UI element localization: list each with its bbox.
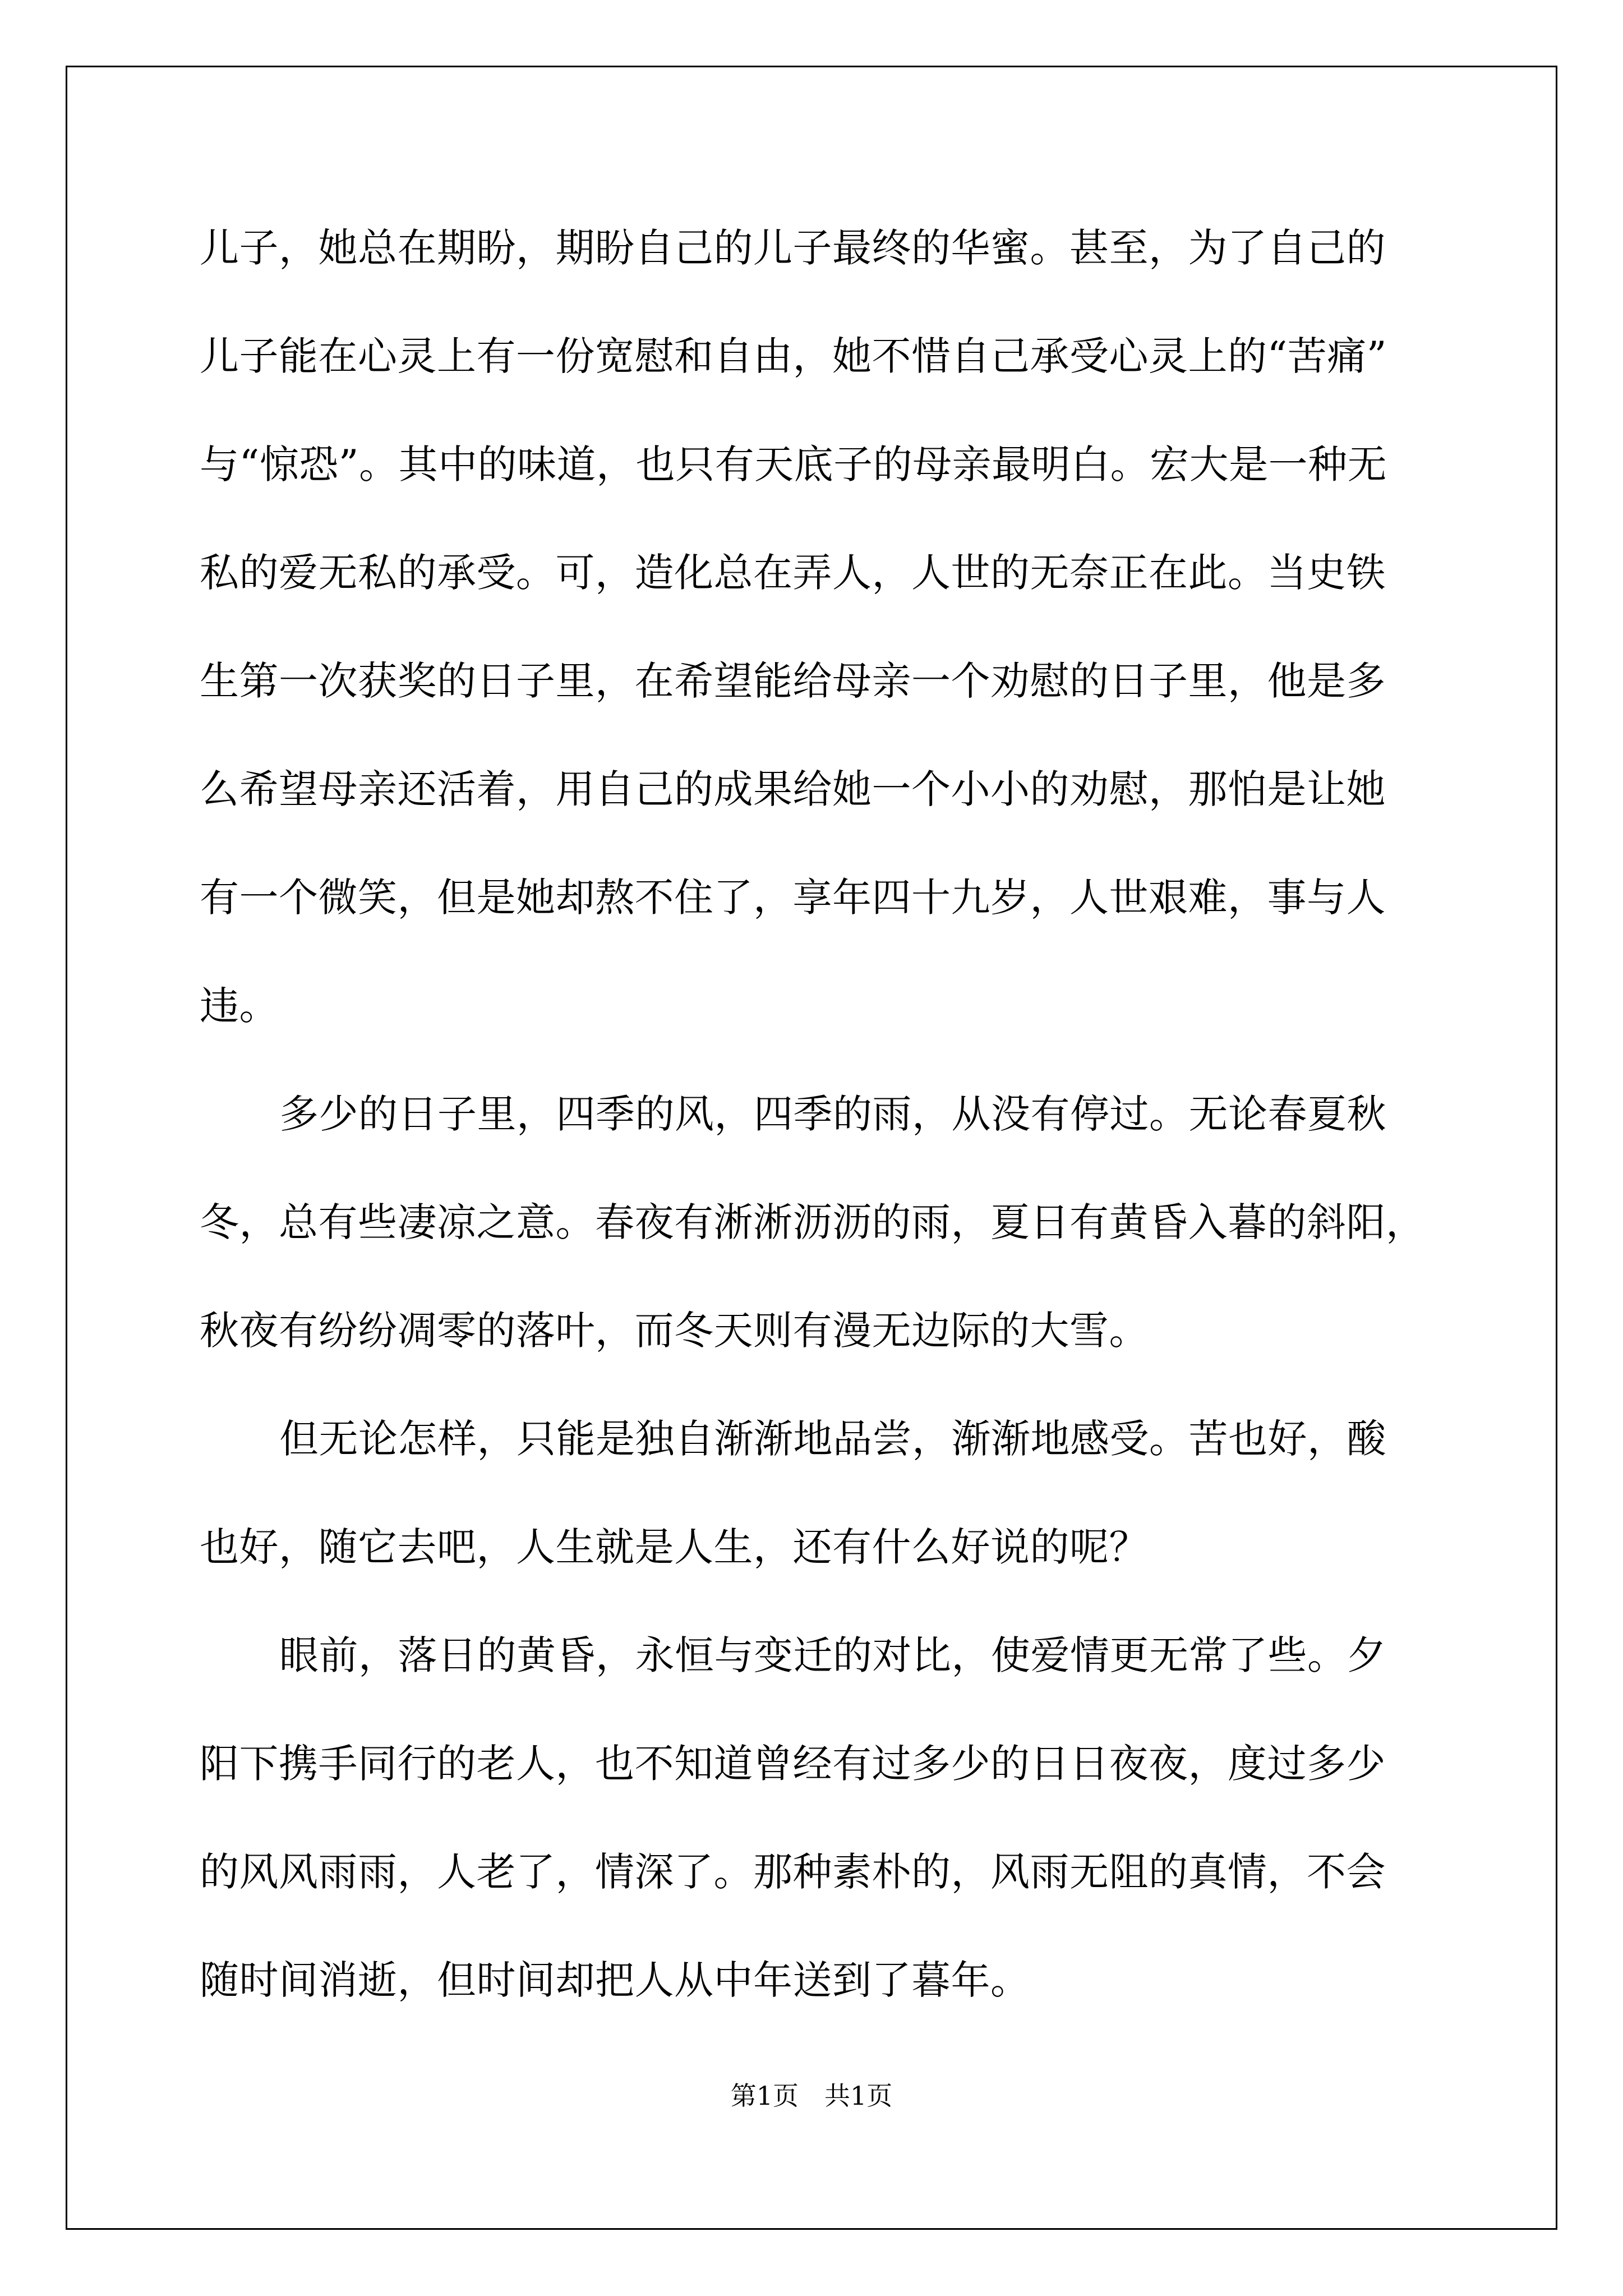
text-line: 生第一次获奖的日子里，在希望能给母亲一个劝慰的日子里，他是多 — [200, 658, 1386, 704]
text-line: 私的爱无私的承受。可，造化总在弄人，人世的无奈正在此。当史铁 — [200, 550, 1386, 596]
text-line: 与“惊恐”。其中的味道，也只有天底子的母亲最明白。宏大是一种无 — [200, 441, 1387, 487]
text-line: 有一个微笑，但是她却熬不住了，享年四十九岁，人世艰难，事与人 — [200, 875, 1386, 921]
body-text — [200, 194, 1461, 2035]
paragraph-start-line: 但无论怎样，只能是独自渐渐地品尝，渐渐地感受。苦也好，酸 — [279, 1416, 1386, 1462]
text-line: 儿子，她总在期盼，期盼自己的儿子最终的华蜜。甚至，为了自己的 — [200, 225, 1386, 271]
text-line: 随时间消逝，但时间却把人从中年送到了暮年。 — [200, 1957, 1030, 2003]
text-line: 冬，总有些凄凉之意。春夜有淅淅沥沥的雨，夏日有黄昏入暮的斜阳， — [200, 1199, 1426, 1245]
paragraph-start-line: 眼前，落日的黄昏，永恒与变迁的对比，使爱情更无常了些。夕 — [279, 1632, 1386, 1678]
text-line: 也好，随它去吧，人生就是人生，还有什么好说的呢？ — [200, 1524, 1149, 1570]
text-line: 么希望母亲还活着，用自己的成果给她一个小小的劝慰，那怕是让她 — [200, 766, 1386, 812]
text-line: 阳下携手同行的老人，也不知道曾经有过多少的日日夜夜，度过多少 — [200, 1741, 1386, 1787]
text-line: 秋夜有纷纷凋零的落叶，而冬天则有漫无边际的大雪。 — [200, 1308, 1149, 1354]
text-line: 违。 — [200, 983, 279, 1029]
text-line: 的风风雨雨，人老了，情深了。那种素朴的，风雨无阻的真情，不会 — [200, 1849, 1386, 1895]
page-number: 第1页 共1页 — [730, 2081, 893, 2111]
paragraph-start-line: 多少的日子里，四季的风，四季的雨，从没有停过。无论春夏秋 — [279, 1091, 1386, 1137]
text-line: 儿子能在心灵上有一份宽慰和自由，她不惜自己承受心灵上的“苦痛” — [200, 333, 1387, 379]
